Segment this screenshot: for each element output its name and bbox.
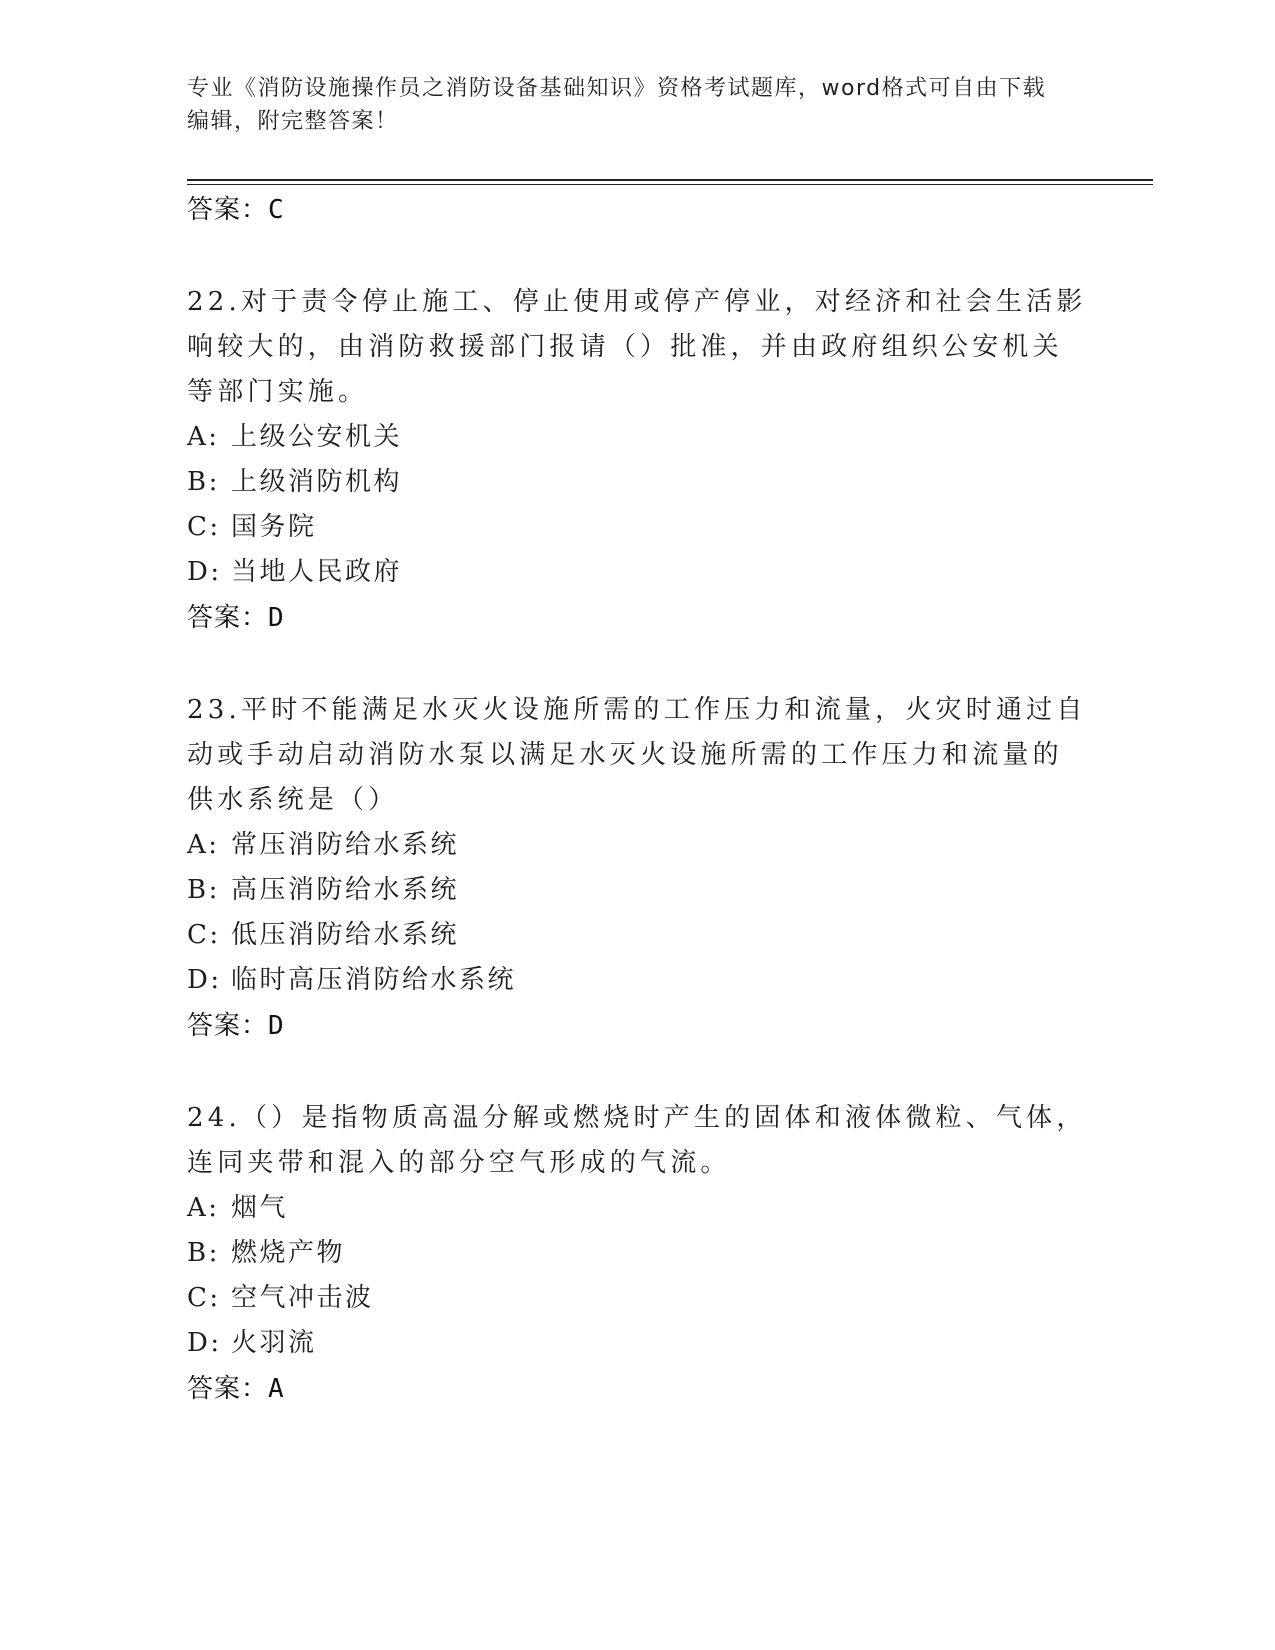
- option-c: [187, 913, 1087, 958]
- option-d: [187, 550, 1087, 595]
- option-letter: B:: [187, 467, 220, 497]
- option-text: 燃烧产物: [231, 1238, 346, 1268]
- option-letter: D:: [187, 557, 222, 587]
- answer-label: 答案：: [187, 603, 269, 633]
- option-text: 火羽流: [231, 1328, 317, 1358]
- question-text: 23.平时不能满足水灭火设施所需的工作压力和流量，火灾时通过自动或手动启动消防水泵以满足水灭火设施所需的工作压力和流量的供水系统是（）: [187, 695, 1087, 815]
- question-22: [187, 280, 1087, 641]
- question-23: [187, 688, 1087, 1049]
- option-letter: C:: [187, 1283, 221, 1313]
- option-b: [187, 460, 1087, 505]
- option-text: 低压消防给水系统: [231, 920, 460, 950]
- option-text: 常压消防给水系统: [231, 830, 460, 860]
- option-letter: A:: [187, 830, 220, 860]
- option-a: [187, 823, 1087, 868]
- answer-label: 答案：: [187, 1011, 269, 1041]
- answer-value: C: [268, 195, 285, 225]
- option-text: 临时高压消防给水系统: [231, 965, 517, 995]
- answer-value: D: [268, 603, 285, 633]
- option-letter: B:: [187, 875, 220, 905]
- answer-line-21: [187, 187, 1087, 233]
- option-letter: A:: [187, 422, 220, 452]
- page-header: 专业《消防设施操作员之消防设备基础知识》资格考试题库，word格式可自由下载编辑，附完整答案！: [187, 76, 1047, 134]
- answer-value: D: [268, 1011, 285, 1041]
- answer-line-22: [187, 595, 1087, 641]
- option-letter: C:: [187, 512, 221, 542]
- option-text: 当地人民政府: [231, 557, 403, 587]
- question-text: 22.对于责令停止施工、停止使用或停产停业，对经济和社会生活影响较大的，由消防救援部门报请（）批准，并由政府组织公安机关等部门实施。: [187, 287, 1087, 407]
- option-d: [187, 958, 1087, 1003]
- question-24: [187, 1096, 1087, 1412]
- answer-label: 答案：: [187, 1374, 269, 1404]
- option-d: [187, 1321, 1087, 1366]
- answer-line-23: [187, 1003, 1087, 1049]
- answer-value: A: [268, 1374, 285, 1404]
- question-list: [187, 187, 1087, 1412]
- option-letter: C:: [187, 920, 221, 950]
- option-a: [187, 415, 1087, 460]
- option-letter: D:: [187, 1328, 222, 1358]
- option-c: [187, 505, 1087, 550]
- option-text: 上级消防机构: [231, 467, 403, 497]
- option-text: 烟气: [231, 1193, 289, 1223]
- option-c: [187, 1276, 1087, 1321]
- option-text: 空气冲击波: [231, 1283, 374, 1313]
- option-letter: D:: [187, 965, 222, 995]
- option-text: 上级公安机关: [231, 422, 403, 452]
- header-divider-thick: [187, 179, 1153, 181]
- option-text: 国务院: [231, 512, 317, 542]
- question-text: 24.（）是指物质高温分解或燃烧时产生的固体和液体微粒、气体，连同夹带和混入的部分空气形成的气流。: [187, 1103, 1087, 1178]
- option-a: [187, 1186, 1087, 1231]
- option-text: 高压消防给水系统: [231, 875, 460, 905]
- option-letter: B:: [187, 1238, 220, 1268]
- header-divider-thin: [187, 184, 1153, 185]
- answer-line-24: [187, 1366, 1087, 1412]
- option-b: [187, 868, 1087, 913]
- answer-label: 答案：: [187, 195, 269, 225]
- option-b: [187, 1231, 1087, 1276]
- option-letter: A:: [187, 1193, 220, 1223]
